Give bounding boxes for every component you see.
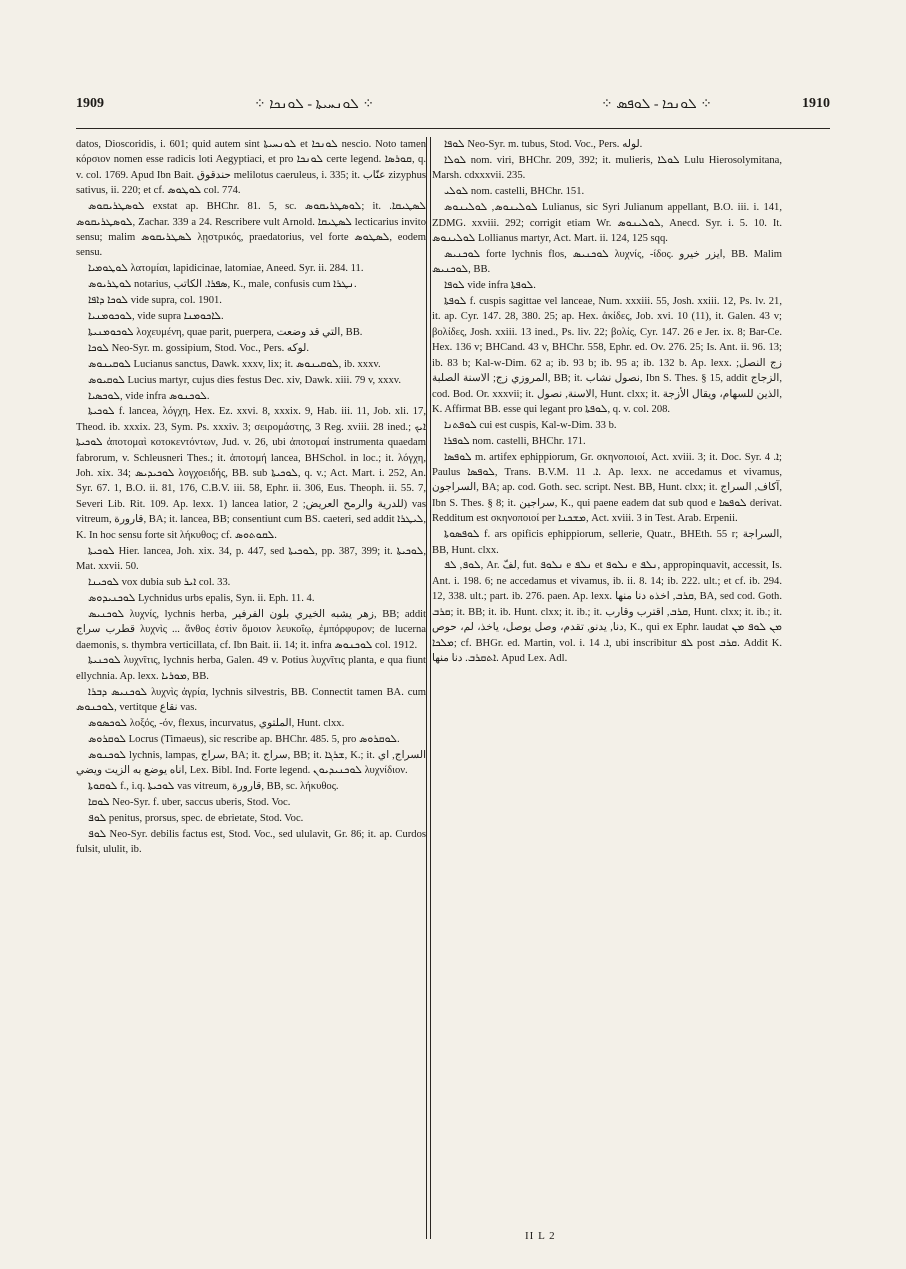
dictionary-entry: ܠܘܟܐ Neo-Syr. m. gossipium, Stod. Voc., Pers. لوكه. — [88, 342, 309, 354]
dictionary-entry: ܠܘܦܣܘܬܐ f. ars opificis ephippiorum, sellerie, Quatr., BHEth. 55 r; السراجة, BB, Hunt. clxx. — [432, 529, 782, 556]
dictionary-entry: ܠܘܠܐ nom. viri, BHChr. 209, 392; it. mulieris, ܠܘܠܐ Lulu Hierosolymitana, Marsh. cdxxxvii. 235. — [432, 154, 782, 182]
dictionary-entry: ܠܘܦ penitus, prorsus, spec. de ebrietate, Stod. Voc. — [88, 812, 304, 824]
column-divider — [426, 137, 431, 1239]
dictionary-entry: ܠܘܛܘܡܝܐ λατομίαι, lapidicinae, latomiae, Aneed. Syr. ii. 284. 11. — [88, 263, 364, 275]
dictionary-entry: ܠܘܦ Neo-Syr. debilis factus est, Stod. Voc., sed ululavit, Gr. 86; it. ap. Curdos fulsit, ululit, ib. — [76, 828, 426, 856]
left-column — [76, 137, 426, 1227]
dictionary-entry: datos, Dioscoridis, i. 601; quid autem sint ܠܘܢܚܝܬܐ et ܠܘܢܟܐ nescio. Noto tamen κόρσιον nomen esse radicis loti Aegyptiaci, et pro ܠܘܢܟܐ certe legend. ܩܘܪܣܐ, q. v. col. 1769. Apud Ibn Bait. حندقوق melilotus caeruleus, i. 335; it. عنّاب zizyphus sativus, ii. 220; et cf. ܠܘܛܘܣ col. 774. — [76, 139, 426, 197]
dictionary-entry: ܠܘܩܪܘܣ Locrus (Timaeus), sic rescribe ap. BHChr. 485. 5, pro ܠܘܩܪܘܣ. — [88, 733, 400, 745]
dictionary-entry: ܠܘܦܬܐ f. cuspis sagittae vel lanceae, Num. xxxiii. 55, Josh. xxiii. 12, Ps. lv. 21, it. ap. Cyr. 147. 28, 380. 25; ap. Hex. ἀκίδες, Job. xvi. 10 (11), it. Galen. 43 v; βολίδες, Josh. xxiii. 13 ined., Ps. liv. 22; βολίς, Cyr. 147. 26 e Jer. ix. 8; Bar-Ce. Hex. 136 v; BHCand. 43 v, BHChr. 558, Ephr. ed. Ov. 276. 25; Is. Ant. ii. 96. 13; ib. 83 b; Kal-w-Dim. 62 a; ib. 93 b; ib. 95 a; ib. 132 b. Ap. lexx. زج النصل; المروزي زج; الاسنة الصلبة, BB; it. نصول نشاب, Ibn S. Thes. § 15, addit الزجاج, cod. Bod. Or. xxxvii; it. الاسنة, نصول, Hunt. clxx; it. الذين للسهام، ويقال الأزجة, K. Affirmat BB. esse qui legant pro ܠܘܦܬܐ, q. v. col. 208. — [432, 296, 782, 415]
dictionary-entry: ܠܘܟܝܢܐ vox dubia sub ܐܝܪ col. 33. — [88, 576, 231, 588]
dictionary-entry: ܠܘܟܣܘܣ λοξός, -όν, flexus, incurvatus, الملتوي, Hunt. clxx. — [88, 718, 345, 730]
dictionary-entry: ܠܘܩܝܢܘܣ Lucianus sanctus, Dawk. xxxv, lix; it. ܠܘܩܝܢܘܣ, ib. xxxv. — [88, 358, 381, 370]
dictionary-entry: ܠܘܟܝܬܐ f. lancea, λόγχη, Hex. Ez. xxvi. 8, xxxix. 9, Hab. iii. 11, Job. xli. 17, Theod. ib. xxxix. 23, Sym. Ps. xxxiv. 3; σειρομάστης, 3 Reg. xviii. 28 ined.; ܐܝܟ ܠܘܟܝܬܐ ἀποτομαὶ κοτοκεντόντων, Jud. v. 26, ubi ἀποτομαί instrumenta quaedam fabrorum, v. Schleusneri Thes.; it. ἀποτομή lancea, BHSchol. in loc.; it. λόγχη, Joh. xix. 34; ܠܘܟܝܕܝܣ λογχοειδής, BB. sub ܠܘܟܝܬܐ, q. v.; Act. Mart. i. 252, An. Syr. 67. 1, B.O. ii. 81, 176, C.B.V. iii. 58, Ephr. ii. 306, Eus. Theoph. ii. 55. 7, Severi Lib. Rit. 109. Ap. lexx. 1) lancea latior, للدرية والرمح العريض; 2) vas vitreum, قارورة, BA; it. lancea, BB; consentiunt cum BS. caeteri, sed addit ܠܝܛܪܐ, K. In hoc sensu forte sit λήκυθος; cf. ܠܩܘܬܘܣ. — [76, 406, 426, 541]
dictionary-entry: ܠܘܠܝ nom. castelli, BHChr. 151. — [444, 186, 585, 198]
right-column — [432, 137, 782, 1227]
dictionary-entry: ܠܘܟܢܘܣ lychnis, lampas, سراج, BA; it. سراج, BB; it. ܫܪܓܐ, K.; it. السراج, اي اناه يوضع به الزيت ويضي, Lex. Bibl. Ind. Forte legend. ܠܘܟܢܝܕܝܘܢ λυχνίδιον. — [76, 749, 426, 777]
dictionary-entry: ܠܘܟܢܝܣ forte lychnis flos, ܠܘܟܢܝܣ λυχνίς, -ίδος. ایزر خیرو, BB. Malim ܠܘܟܢܝܣ, BB. — [432, 248, 782, 276]
page-header — [76, 96, 830, 118]
dictionary-entry: ܠܘܦܣܐ m. artifex ephippiorum, Gr. σκηνοποιοί, Act. xviii. 3; it. Doc. Syr. ܐ. 4; Paulus ܠܘܦܣܐ, Trans. B.V.M. ܐ. 11. Ap. lexx. ne accedamus et vivamus, السراجون, BA; ap. cod. Goth. sec. script. Nest. BB, Hunt. clxx; it. آكاف, السراج, Ibn S. Thes. § 8; it. سراجين, K., qui paene eadem dat sub quod e ܠܘܦܣܐ derivat. Redditum est σκηνοποιοί per ܡܫܟܢܐ, Act. xviii. 3 in Test. Arab. Erpenii. — [432, 451, 782, 525]
right-running-title: ⁘ ܠܘܢܟܐ - ܠܘܦܣ ⁘ — [601, 97, 712, 112]
right-page-number: 1910 — [802, 96, 830, 111]
dictionary-entry: ܠܘܟܢܝܣ ܕܒܪܐ λυχνὶς ἀγρία, lychnis silvestris, BB. Connectit tamen BA. cum ܠܘܟܢܘܣ, vertitque نقاع vas. — [76, 686, 426, 714]
dictionary-entry: ܠܘܟܢܝܬܐ λυχνῖτις, lychnis herba, Galen. 49 v. Potius λυχνῖτις planta, e qua fiunt ellychnia. Ap. lexx. ܡܘܪܝܐ, BB. — [76, 655, 426, 682]
dictionary-entry: ܠܘܟܘܡܢܝܐ, vide supra ܠܐܟܘܡܢܐ. — [88, 310, 224, 322]
dictionary-entry: ܠܘܦܐ Neo-Syr. m. tubus, Stod. Voc., Pers. لوله. — [444, 139, 643, 150]
dictionary-entry: ܠܘܟܘܡܢܝܬܐ λοχευμένη, quae parit, puerpera, التي قد وضعت, BB. — [88, 326, 363, 338]
dictionary-entry: ܠܘܦܐ vide infra ܠܘܦܬܐ. — [444, 280, 536, 292]
left-running-title: ⁘ ܠܘܢܚܝܬܐ - ܠܘܢܟܐ ⁘ — [254, 97, 375, 112]
signature-mark: II L 2 — [525, 1230, 556, 1242]
dictionary-entry: ܠܘܟܝܬܐ Hier. lancea, Joh. xix. 34, p. 447, sed ܠܘܟܝܬܐ, pp. 387, 399; it. ܠܘܟܝܬܐ, Mat. xxvii. 50. — [76, 545, 426, 572]
dictionary-entry: ܠܘܦ, ܠܦ, Ar. لفّ, fut. ܢܠܘܦ e ܢܠܦ et ܢܠܘܦ e ܢܠܦ, appropinquavit, accessit, Is. Ant. i. 198. 6; ne accedamus et vivamus, ib. ii. 8. 14; ib. 222. ult.; et cf. ib. 294. 12, 338. ult.; part. ib. 276. paen. Ap. lexx. ܩܪܒ, اخذه دنا منها, BA, sed cod. Goth. ܩܪܒ; it. BB; it. ib. Hunt. clxx; it. ib.; it. ܩܪܒ, اقترب وقارب, Hunt. clxx; it. ib.; it. دنا, يدنو, تقدم، وصل يوصل، ياخذ، لم، حوص, K., qui ex Ephr. laudat ܡܢ ܠܘܦ ܡܢ ܡܠܟܐ; cf. BHGr. ed. Martin, vol. i. ܐ. 14, ubi inscribitur ܠܦ post ܩܪܒ. Addit K. ܐܬܩܪܒ. دنا منها. Apud Lex. Adl. — [432, 560, 782, 664]
dictionary-entry: ܠܘܛܪܝܘܣ notarius, ܣܦܪܐ. الكاتب, K., male, confusis cum ܢܛܪܐ. — [88, 279, 357, 291]
dictionary-entry: ܠܘܩܐ Neo-Syr. f. uber, saccus uberis, Stod. Voc. — [88, 797, 291, 809]
dictionary-entry: ܠܘܩܘܬܐ f., i.q. ܠܘܟܝܬܐ vas vitreum, قارورة, BB, sc. λήκυθος. — [88, 781, 339, 793]
dictionary-entry: ܠܘܟܣܝܐ, vide infra ܠܘܟܢܘܣ. — [88, 390, 210, 402]
header-rule — [76, 128, 830, 129]
dictionary-entry: ܠܘܠܝܢܘܣ, ܠܘܠܝܢܘܣ Lulianus, sic Syri Julianum appellant, B.O. iii. i. 141, ZDMG. xxviii. 292; corrigit etiam Wr. ܠܘܠܝܢܘܣ, Anecd. Syr. i. 5. 10. It. ܠܘܠܝܢܘܣ Lollianus martyr, Act. Mart. ii. 124, 125 sqq. — [432, 202, 782, 244]
left-page-number: 1909 — [76, 96, 104, 111]
dictionary-entry: ܠܘܩܝܘܣ Lucius martyr, cujus dies festus Dec. xiv, Dawk. xiii. 79 v, xxxv. — [88, 374, 401, 386]
dictionary-entry: ܠܘܟܢܝܕܘܣ Lychnidus urbs epalis, Syn. ii. Eph. 11. 4. — [88, 592, 315, 604]
dictionary-entry: ܠܘܣܛܪܝܩܘܣ exstat ap. BHChr. 81. 5, sc. ܠܘܣܛܪܝܩܘܣ; it. ܠܣܛܝܩܐ. ܠܘܣܛܪܝܩܘܣ, Zachar. 339 a 24. Rescribere vult Arnold. ܠܣܛܝܩܐ lecticarius invito sensu; malim ܠܣܛܪܝܩܘܣ λῃστρικός, praedatorius, vel forte ܠܣܛܘܣ, eodem sensu. — [76, 201, 426, 259]
dictionary-entry: ܠܘܦܪܐ nom. castelli, BHChr. 171. — [444, 435, 586, 447]
dictionary-entry: ܠܘܦܬܢܐ cui est cuspis, Kal-w-Dim. 33 b. — [444, 419, 617, 431]
dictionary-entry: ܠܘܟܢܝܣ λυχνίς, lychnis herba, زهر يشبه الخيري بلون الفرفير, BB; addit قطرب سراج λυχνὶς ... ἄνθος ἐστὶν ὅμοιον λευκοΐῳ, ἐμπόρφυρον; de lucerna daemonis, s. thymbra verticillata, cf. Ibn Bait. ii. 14; it. infra ܠܘܟܢܘܣ col. 1912. — [76, 608, 426, 651]
dictionary-entry: ܠܘܟܐ ܕܐܦܐ vide supra, col. 1901. — [88, 295, 222, 307]
